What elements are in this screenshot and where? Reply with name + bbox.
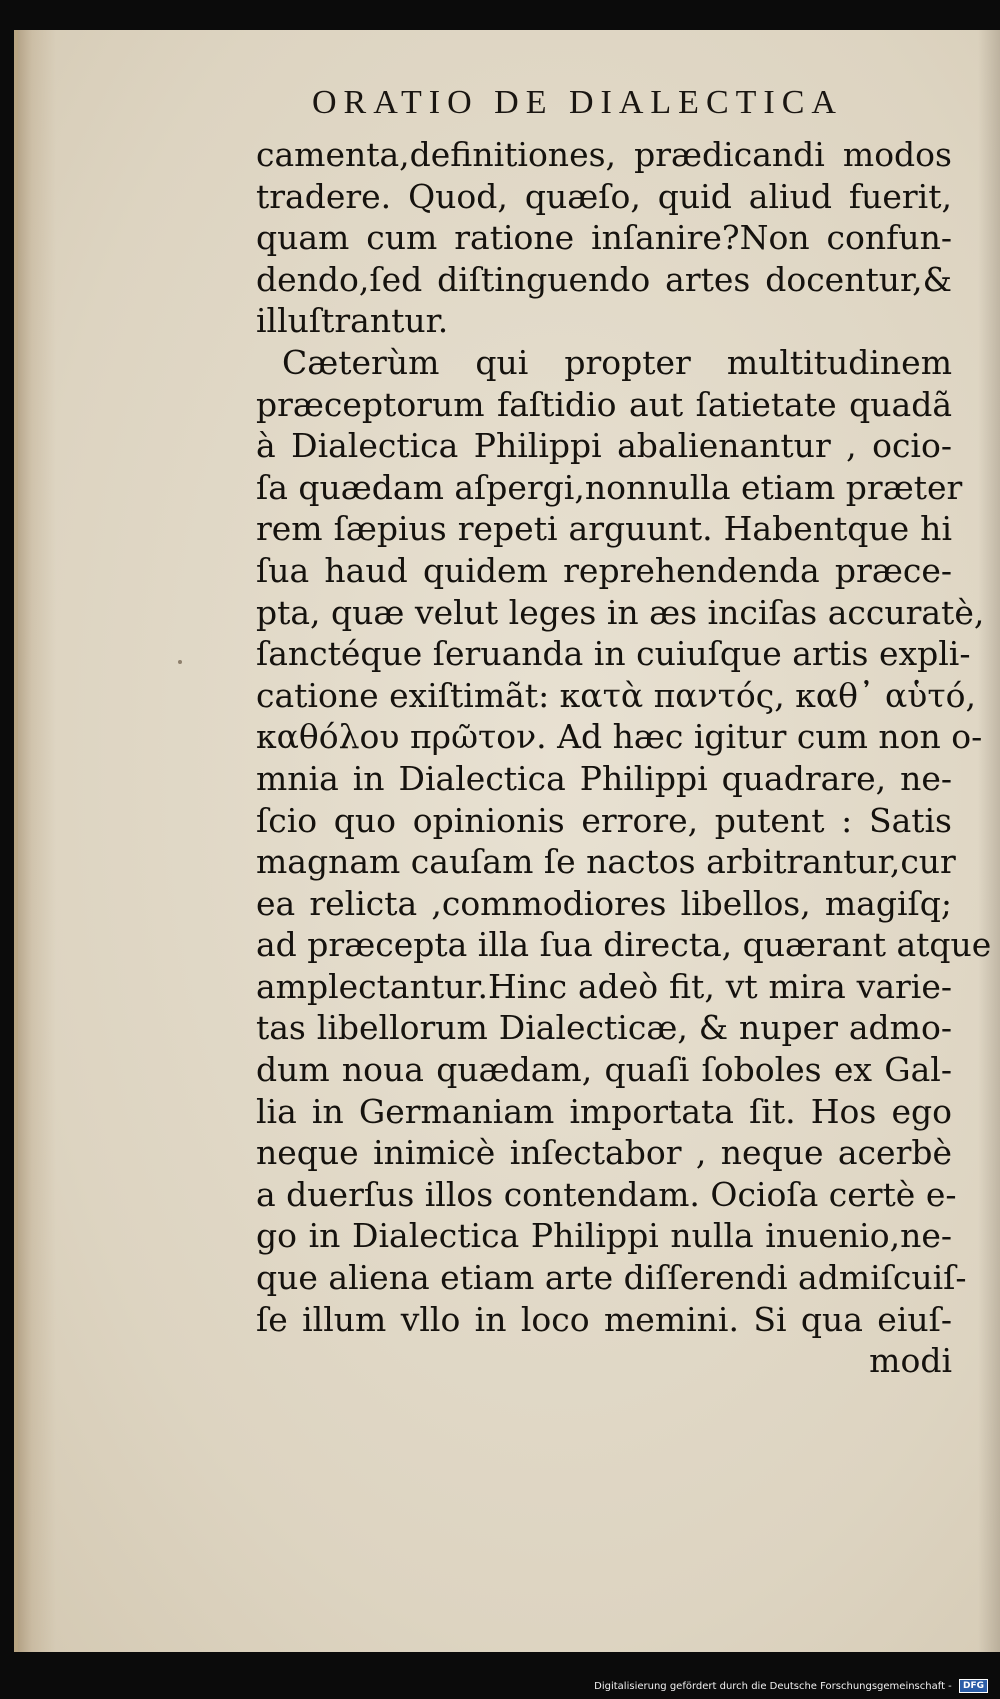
paper-speck [178,660,182,664]
text-line: ſua haud quidem reprehendenda præce- [256,550,952,590]
text-line: camenta,definitiones, prædicandi modos [256,135,952,174]
text-line: mnia in Dialectica Philippi quadrare, ne- [256,758,952,798]
text-line: tradere. Quod, quæſo, quid aliud fuerit, [256,176,952,216]
text-line: que aliena etiam arte diſſerendi admiſcuiſ- [256,1258,967,1298]
text-line: a duerſus illos contendam. Ocioſa certè e- [256,1174,957,1214]
text-line: à Dialectica Philippi abalienantur , ocio- [256,426,952,466]
dfg-logo: DFG [959,1679,988,1693]
text-line: quam cum ratione inſanire?Non confun- [256,218,952,258]
text-line: ſanctéque ſeruanda in cuiuſque artis expli- [256,634,971,674]
digitization-credit [594,1679,988,1693]
text-line: dum noua quædam, quaſi ſoboles ex Gal- [256,1050,952,1090]
text-line: ſe illum vllo in loco memini. Si qua eiuſ- [256,1299,952,1339]
text-line: dendo,ſed diſtinguendo artes docentur,& [256,259,952,299]
credit-text: Digitalisierung gefördert durch die Deutsche Forschungsgemeinschaft - [594,1681,952,1692]
text-line: ad præcepta illa ſua directa, quærant atque [256,925,992,965]
catchword: modi [869,1341,952,1381]
text-line: ea relicta ,commodiores libellos, magiſq; [256,883,952,923]
text-line-greek: καθόλου πρῶτον. Ad hæc igitur cum non o- [256,717,983,757]
text-line: pta, quæ velut leges in æs inciſas accuratè, [256,592,985,632]
text-line: illuſtrantur. [256,301,449,341]
text-line: magnam cauſam ſe nactos arbitrantur,cur [256,842,956,882]
text-line: ſa quædam aſpergi,nonnulla etiam præter [256,467,963,507]
running-head: ORATIO DE DIALECTICA [312,84,843,121]
text-line: amplectantur.Hinc adeò fit, vt mira varie- [256,966,952,1006]
text-line-greek: catione exiſtimãt: κατὰ παντός, καθ᾽ αὑτό, [256,675,976,715]
text-line: præceptorum faſtidio aut ſatietate quadã [256,384,952,424]
text-line: ſcio quo opinionis errore, putent : Satis [256,800,952,840]
text-line: go in Dialectica Philippi nulla inuenio,ne- [256,1216,952,1256]
paragraph-start-line: Cæterùm qui propter multitudinem [282,342,952,382]
body-text [256,134,992,1382]
text-line: rem ſæpius repeti arguunt. Habentque hi [256,509,952,549]
text-line: tas libellorum Dialecticæ, & nuper admo- [256,1008,952,1048]
text-line: lia in Germaniam importata ſit. Hos ego [256,1091,952,1131]
text-line: neque inimicè inſectabor , neque acerbè [256,1133,952,1173]
